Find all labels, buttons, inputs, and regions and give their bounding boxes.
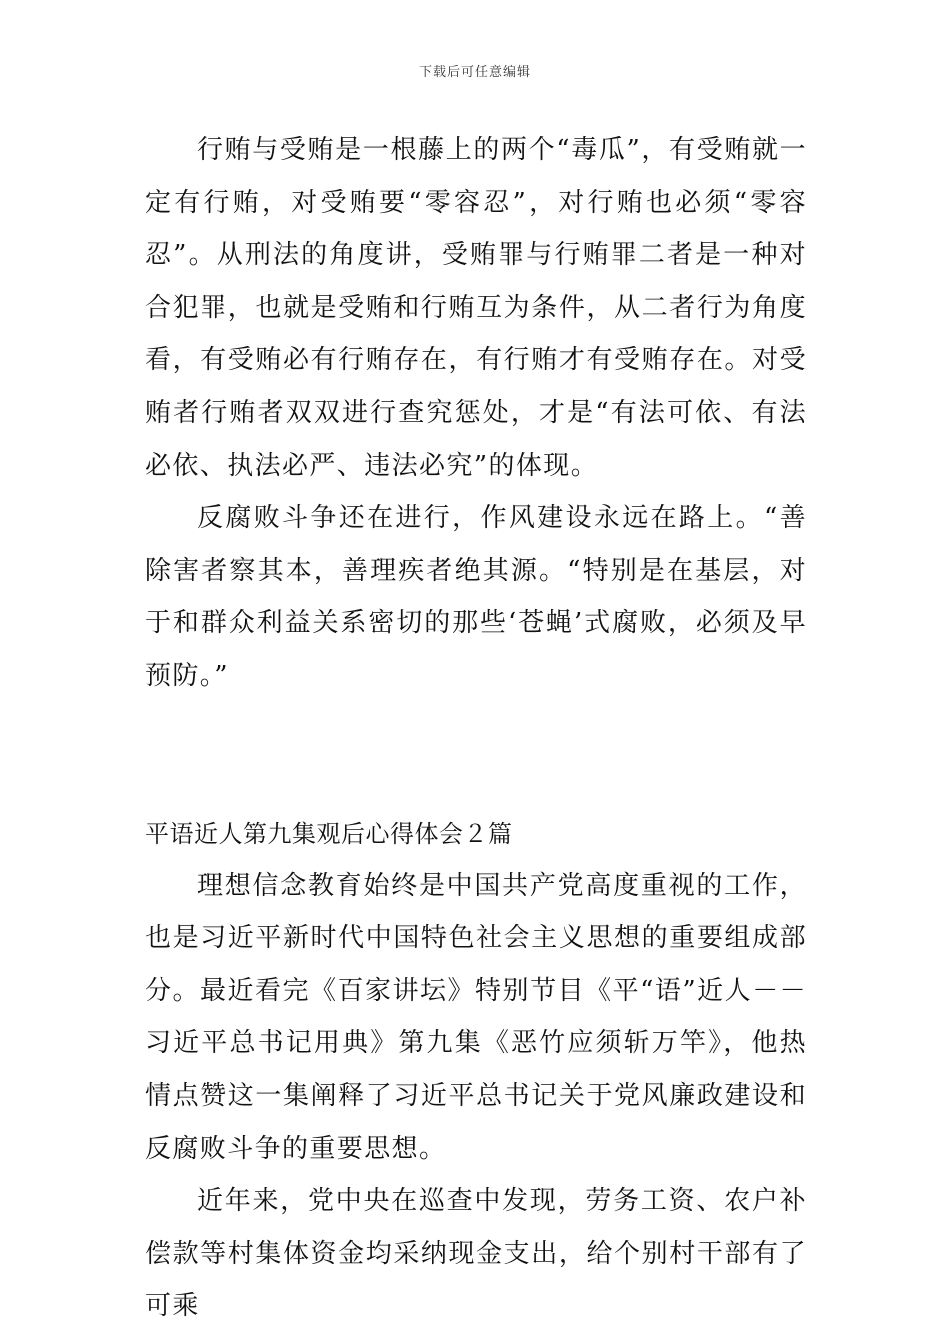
paragraph: 反腐败斗争还在进行，作风建设永远在路上。“善除害者察其本，善理疾者绝其源。“特别是在基层，对于和群众利益关系密切的那些‘苍蝇’式腐败，必须及早预防。” [145, 503, 807, 691]
paragraph: 行贿与受贿是一根藤上的两个“毒瓜”，有受贿就一定有行贿，对受贿要“零容忍”，对行贿也必须“零容忍”。从刑法的角度讲，受贿罪与行贿罪二者是一种对合犯罪，也就是受贿和行贿互为条件，从二者行为角度看，有受贿必有行贿存在，有行贿才有受贿存在。对受贿者行贿者双双进行查究惩处，才是“有法可依、有法必依、执法必严、违法必究”的体现。 [145, 135, 807, 481]
paragraph: 近年来，党中央在巡查中发现，劳务工资、农户补偿款等村集体资金均采纳现金支出，给个别村干部有了可乘 [145, 1186, 807, 1322]
header-note: 下载后可任意编辑 [418, 65, 531, 80]
document-body [145, 124, 807, 1333]
paragraph: 理想信念教育始终是中国共产党高度重视的工作，也是习近平新时代中国特色社会主义思想的重要组成部分。最近看完《百家讲坛》特别节目《平“语”近人－－习近平总书记用典》第九集《恶竹应须斩万竿》，他热情点赞这一集阐释了习近平总书记关于党风廉政建设和反腐败斗争的重要思想。 [145, 870, 807, 1164]
section-title: 平语近人第九集观后心得体会２篇 [145, 819, 513, 848]
section-spacer [145, 703, 807, 808]
